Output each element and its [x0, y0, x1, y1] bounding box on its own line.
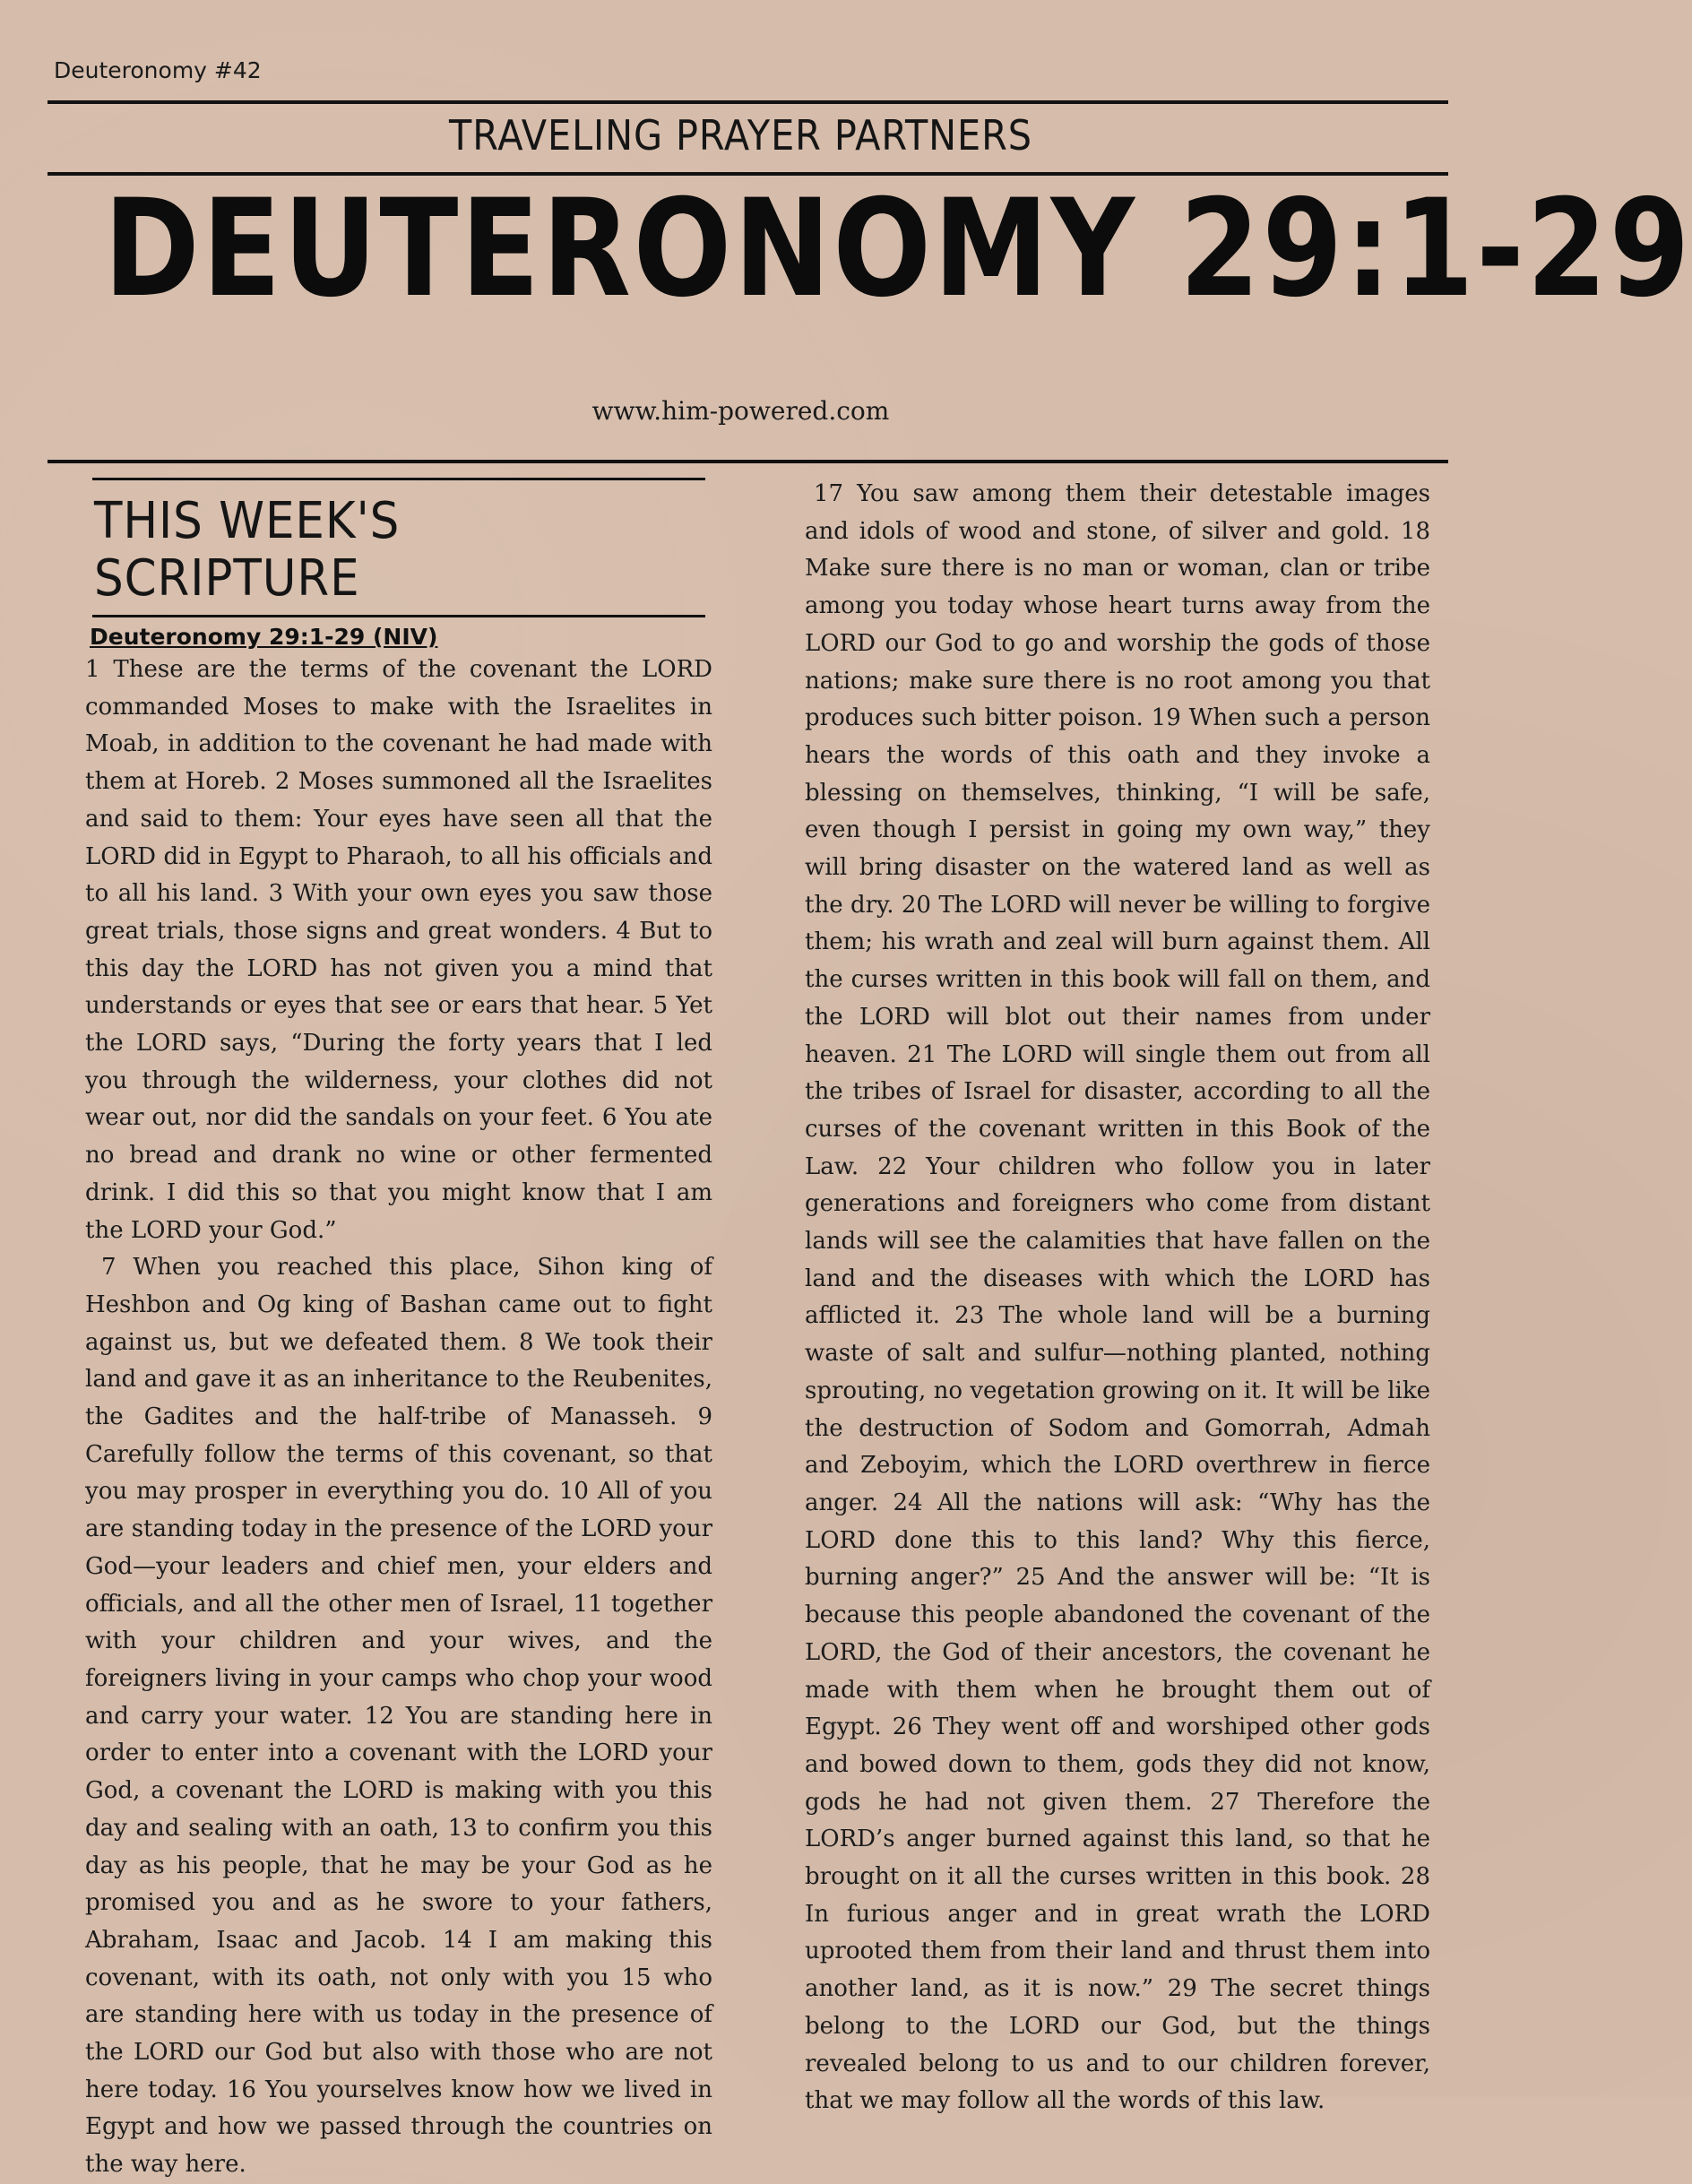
website-link[interactable]: www.him-powered.com — [591, 396, 890, 426]
organization-name: TRAVELING PRAYER PARTNERS — [449, 111, 1032, 160]
scripture-reference: Deuteronomy 29:1-29 (NIV) — [90, 624, 438, 650]
scripture-paragraph-1: 1 These are the terms of the covenant the LORD commanded Moses to make with the Israelites in Moab, in addition to the covenant he had made with them at Horeb. 2 Moses summoned all the Israelites and said to them: Your eyes have seen all that the LORD did in Egypt to Pharaoh, to all his officials and to all his land. 3 With your own eyes you saw those great trials, those signs and great wonders. 4 But to this day the LORD has not given you a mind that understands or eyes that see or ears that hear. 5 Yet the LORD says, “During the forty years that I led you through the wilderness, your clothes did not wear out, nor did the sandals on your feet. 6 You ate no bread and drank no wine or other fermented drink. I did this so that you might know that I am the LORD your God.” — [85, 656, 712, 1244]
header-bottom-divider — [47, 460, 1448, 463]
section-bottom-rule — [92, 615, 705, 617]
scripture-paragraph-3: 17 You saw among them their detestable images and idols of wood and stone, of silver and gold. 18 Make sure there is no man or woman, clan or tribe among you today whose heart turns away from the LORD our God to go and worship the gods of those nations; make sure there is no root among you that produces such bitter poison. 19 When such a person hears the words of this oath and they invoke a blessing on themselves, thinking, “I will be safe, even though I persist in going my own way,” they will bring disaster on the watered land as well as the dry. 20 The LORD will never be willing to forgive them; his wrath and zeal will burn against them. All the curses written in this book will fall on them, and the LORD will blot out their names from under heaven. 21 The LORD will single them out from all the tribes of Israel for disaster, according to all the curses of the covenant written in this Book of the Law. 22 Your children who follow you in later generations and foreigners who come from distant lands will see the calamities that have fallen on the land and the diseases with which the LORD has afflicted it. 23 The whole land will be a burning waste of salt and sulfur—nothing planted, nothing sprouting, no vegetation growing on it. It will be like the destruction of Sodom and Gomorrah, Admah and Zeboyim, which the LORD overthrew in fierce anger. 24 All the nations will ask: “Why has the LORD done this to this land? Why this fierce, burning anger?” 25 And the answer will be: “It is because this people abandoned the covenant of the LORD, the God of their ancestors, the covenant he made with them when he brought them out of Egypt. 26 They went off and worshiped other gods and bowed down to them, gods they did not know, gods he had not given them. 27 Therefore the LORD’s anger burned against this land, so that he brought on it all the curses written in this book. 28 In furious anger and in great wrath the LORD uprooted them from their land and thrust them into another land, as it is now.” 29 The secret things belong to the LORD our God, but the things revealed belong to us and to our children forever, that we may follow all the words of this law. — [805, 480, 1430, 2115]
page-title: DEUTERONOMY 29:1-29 — [103, 171, 1692, 327]
left-column — [85, 478, 712, 2184]
section-top-rule — [92, 478, 705, 480]
header-top-divider — [47, 100, 1448, 104]
right-column — [805, 476, 1430, 2120]
issue-label: Deuteronomy #42 — [54, 57, 262, 83]
scripture-paragraph-2: 7 When you reached this place, Sihon king of Heshbon and Og king of Bashan came out to fight against us, but we defeated them. 8 We took their land and gave it as an inheritance to the Reubenites, the Gadites and the half-tribe of Manasseh. 9 Carefully follow the terms of this covenant, so that you may prosper in everything you do. 10 All of you are standing today in the presence of the LORD your God—your leaders and chief men, your elders and officials, and all the other men of Israel, 11 together with your children and your wives, and the foreigners living in your camps who chop your wood and carry your water. 12 You are standing here in order to enter into a covenant with the LORD your God, a covenant the LORD is making with you this day and sealing with an oath, 13 to confirm you this day as his people, that he may be your God as he promised you and as he swore to your fathers, Abraham, Isaac and Jacob. 14 I am making this covenant, with its oath, not only with you 15 who are standing here with us today in the presence of the LORD our God but also with those who are not here today. 16 You yourselves know how we lived in Egypt and how we passed through the countries on the way here. — [85, 1254, 712, 2179]
section-title: THIS WEEK'S SCRIPTURE — [94, 492, 401, 608]
